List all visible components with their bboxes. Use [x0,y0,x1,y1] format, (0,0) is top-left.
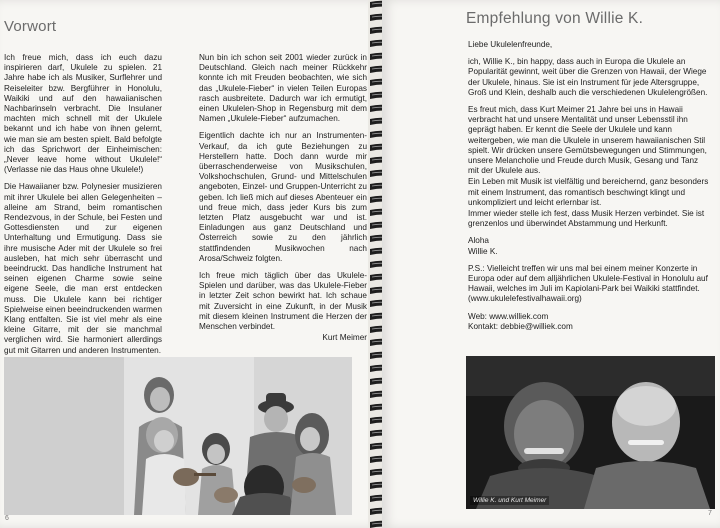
recommendation-text [468,40,710,339]
page-title-empfehlung: Empfehlung von Willie K. [466,10,644,27]
paragraph: Ein Leben mit Musik ist vielfältig und bereichernd, ganz besonders mit einem Instrument, das romantisch beschwingt klingt und unkompliziert und leicht erlernbar ist. [468,177,709,207]
paragraph: ich, Willie K., bin happy, dass auch in Europa die Ukulele an Popularität gewinnt, weit über die Grenzen von Hawaii, der Wiege der Ukulele, hinaus. Sie ist ein Instrument für jede Altersgruppe, Groß und Klein, deshalb auch die verschiedenen Ukulelengrößen. [468,57,708,97]
right-page [382,0,720,528]
paragraph: Es freut mich, dass Kurt Meimer 21 Jahre bei uns in Hawaii verbracht hat und unsere Mentalität und unser Lebensstil ihn geprägt haben. Er kennt die Seele der Ukulele und kann weitergeben, wie man die Ukulele in unserem hawaiianischen Stil spielt. Wir drücken unsere Gemütsbewegungen und Stimmungen, unsere Melancholie und Freude durch Musik, Gesang und Tanz mit der Ukulele aus. [468,105,707,176]
group-ukulele-photo [4,357,352,515]
page-title-vorwort: Vorwort [4,18,57,35]
sign-off: Aloha Willie K. [468,236,498,256]
page-number-left: 6 [5,515,9,522]
photo-caption: Willie K. und Kurt Meimer [470,496,549,505]
paragraph: Nun bin ich schon seit 2001 wieder zurück in Deutschland. Gleich nach meiner Rückkehr konnte ich mit Freuden beobachten, wie sich das „Ukulele-Fieber“ in vielen Teilen Europas rasch ausbreitete. Dadurch war ich ermutigt, einen Ukulelen-Shop in Regensburg mit dem Namen „Ukulele-Fieber“ aufzumachen. [199,53,367,124]
paragraph: Eigentlich dachte ich nur an Instrumenten-Verkauf, da ich gute Beziehungen zu Herstellern hatte. Doch dann wurde mir überraschenderweise von Musikschulen, Volkshochschulen, Grund- und Mittelschulen angeboten, Einzel- und Gruppen-Unterricht zu geben. Ich ließ mich auf dieses Abenteuer ein und freue mich, dass jeder Kurs bis zum letzten Platz ausgebucht war und ist. Einladungen aus ganz Deutschland und Österreich sowie zu den jährlich stattfindenden Musikwochen nach Arosa/Schweiz folgten. [199,131,367,263]
paragraph: Liebe Ukulelenfreunde, [468,40,553,49]
paragraph: Immer wieder stelle ich fest, dass Musik Herzen verbindet. Sie ist grenzenlos und überwindet Abstammung und Herkunft. [468,209,705,229]
paragraph: Ich freue mich täglich über das Ukulele-Spielen und darüber, was das Ukulele-Fieber in letzter Zeit schon bewirkt hat. Ich schaue mit Zuversicht in eine Zukunft, in der Musik mit diesem kleinen Instrument die Herzen der Menschen verbindet. [199,271,367,332]
foreword-column-2 [199,53,367,343]
paragraph: Ich freue mich, dass ich euch dazu inspirieren darf, Ukulele zu spielen. 21 Jahre habe ich als Musiker, Surflehrer und Reiseleiter bzw. Bergführer in Honolulu, Waikiki und auf den hawaiianischen Nachbarinseln verbracht. Die Insulaner machten mich schnell mit der Ukulele bekannt und ich habe von ihnen gelernt, wie man sie am besten spielt. Bald befolgte ich das Sprichwort der Einheimischen: „Never leave home without Ukulele!“ (Verlasse nie das Haus ohne Ukulele!) [4,53,162,175]
page-number-right: 7 [708,510,712,517]
paragraph: Die Hawaiianer bzw. Polynesier musizieren mit ihrer Ukulele bei allen Gelegenheiten – alleine am Strand, beim romantischen Rendezvous, in der Schule, bei Festen und Gottesdiensten und zur eigenen Unterhaltung und Ermutigung. Dass sie ihre musische Ader mit der Ukulele so frei ausleben, hat mich sehr überrascht und beeindruckt. Das handliche Instrument hat seinen eigenen Charme sowie seine eigene Seele, die man erst entdecken muss. Die Ukulele kann bei richtiger Spielweise einen beeindruckenden warmen Klang entfalten. Sie ist viel mehr als eine kleine Gitarre, mit der sie manchmal verglichen wird. Sie harmoniert allerdings gut mit Gitarren und anderen Instrumenten. [4,182,162,355]
contact-info: Web: www.williek.com Kontakt: debbie@williek.com [468,311,573,331]
postscript: P.S.: Vielleicht treffen wir uns mal bei einem meiner Konzerte in Europa oder auf dem alljährlichen Ukulele-Festival in Honolulu auf Hawaii, welches im Juli im Kapiolani-Park bei Waikiki stattfindet. (www.ukulelefestivalhawaii.org) [468,263,708,304]
willie-and-kurt-photo [466,356,715,509]
foreword-column-1 [4,53,162,363]
author-signature: Kurt Meimer [322,333,367,343]
